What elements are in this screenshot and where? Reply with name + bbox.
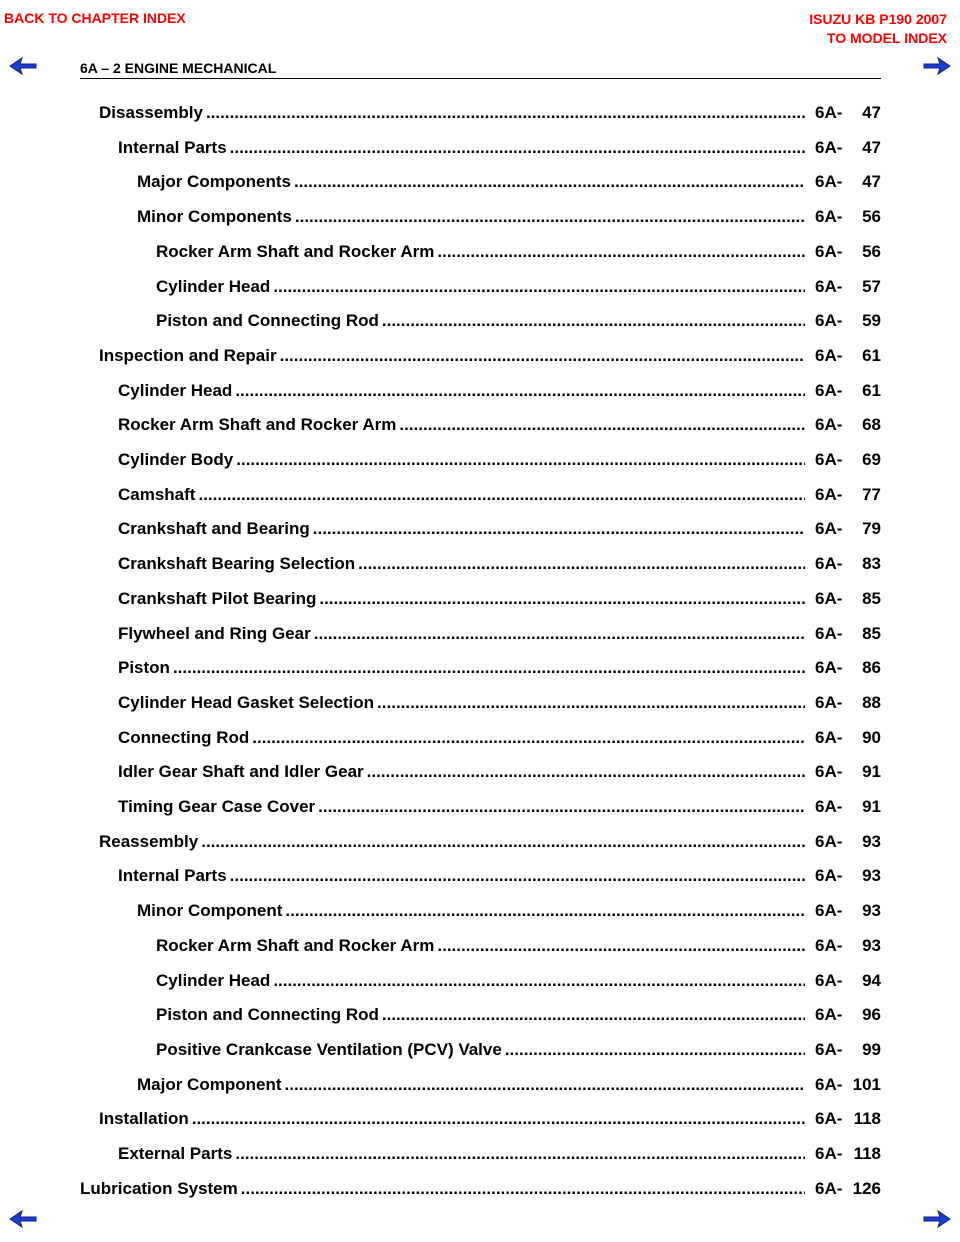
toc-entry-title[interactable]: Timing Gear Case Cover — [118, 797, 316, 816]
toc-entry[interactable] — [118, 589, 881, 613]
toc-entry-section: 6A- — [815, 623, 843, 643]
toc-entry-section: 6A- — [815, 172, 843, 192]
toc-entry[interactable] — [156, 971, 881, 995]
toc-entry-page: 47 — [862, 137, 881, 157]
toc-entry-section: 6A- — [815, 311, 843, 331]
toc-entry[interactable] — [118, 762, 881, 786]
toc-entry-page: 93 — [862, 866, 881, 886]
toc-entry-page: 86 — [862, 658, 881, 678]
toc-leader-dots — [238, 1179, 805, 1199]
toc-leader-dots — [310, 519, 805, 539]
toc-entry-page: 93 — [862, 935, 881, 955]
toc-entry[interactable] — [99, 1109, 881, 1133]
toc-entry-title[interactable]: Rocker Arm Shaft and Rocker Arm — [156, 935, 435, 955]
toc-leader-dots — [189, 1109, 805, 1129]
toc-entry[interactable] — [118, 554, 881, 578]
toc-entry-section: 6A- — [815, 380, 843, 400]
toc-entry-title[interactable]: Flywheel and Ring Gear — [118, 623, 311, 643]
toc-entry-page: 57 — [862, 276, 881, 296]
toc-entry-section: 6A- — [815, 450, 843, 469]
toc-entry-page: 88 — [862, 692, 881, 712]
toc-entry-page: 61 — [862, 345, 881, 365]
next-page-arrow-icon[interactable] — [922, 55, 952, 77]
toc-entry[interactable] — [118, 381, 881, 405]
toc-leader-dots — [291, 172, 805, 192]
toc-entry-section: 6A- — [815, 276, 843, 296]
page-header-title: 6A – 2 ENGINE MECHANICAL — [80, 60, 277, 76]
toc-entry-page: 118 — [853, 1144, 881, 1163]
toc-entry-section: 6A- — [815, 1074, 843, 1094]
model-index-link[interactable] — [809, 10, 947, 48]
toc-entry[interactable] — [118, 485, 881, 509]
toc-leader-dots — [203, 103, 805, 123]
toc-entry-section: 6A- — [815, 1005, 843, 1025]
toc-entry-section: 6A- — [815, 901, 843, 921]
toc-leader-dots — [316, 589, 805, 609]
toc-entry[interactable] — [137, 207, 881, 231]
header-divider — [80, 78, 881, 79]
toc-entry-page: 83 — [862, 554, 881, 574]
toc-entry-section: 6A- — [815, 207, 843, 227]
toc-leader-dots — [249, 728, 805, 748]
toc-entry[interactable] — [118, 728, 881, 752]
toc-leader-dots — [311, 624, 805, 644]
toc-entry-page: 47 — [862, 172, 881, 192]
toc-entry-title[interactable]: Crankshaft and Bearing — [118, 519, 310, 539]
toc-entry-page: 69 — [862, 450, 881, 469]
toc-entry-section: 6A- — [815, 797, 843, 816]
toc-entry-page: 93 — [862, 831, 881, 851]
toc-entry-title[interactable]: Minor Components — [137, 207, 292, 227]
toc-entry-section: 6A- — [815, 727, 843, 747]
toc-entry-page: 85 — [862, 588, 881, 608]
toc-entry-page: 90 — [862, 727, 881, 747]
toc-entry-section: 6A- — [815, 1178, 843, 1198]
toc-entry-page: 118 — [853, 1109, 881, 1129]
toc-leader-dots — [270, 971, 805, 991]
toc-leader-dots — [355, 554, 805, 574]
toc-entry-page: 85 — [862, 623, 881, 643]
toc-entry[interactable] — [118, 658, 881, 682]
toc-entry-title[interactable]: Piston and Connecting Rod — [156, 311, 379, 331]
toc-entry-page: 61 — [862, 380, 881, 400]
toc-entry-section: 6A- — [815, 345, 843, 365]
toc-leader-dots — [170, 658, 805, 678]
toc-entry-title[interactable]: Idler Gear Shaft and Idler Gear — [118, 762, 364, 782]
toc-entry-page: 101 — [852, 1074, 881, 1094]
toc-entry-page: 126 — [852, 1178, 881, 1198]
toc-entry-title[interactable]: Cylinder Body — [118, 450, 234, 469]
toc-entry[interactable] — [99, 103, 881, 127]
toc-leader-dots — [232, 381, 805, 401]
toc-entry-section: 6A- — [815, 137, 843, 157]
toc-entry-title[interactable]: Installation — [99, 1109, 189, 1129]
toc-entry[interactable] — [118, 1144, 881, 1168]
toc-entry-section: 6A- — [815, 103, 843, 122]
toc-entry[interactable] — [80, 1179, 881, 1203]
toc-entry-title[interactable]: Internal Parts — [118, 137, 227, 157]
toc-leader-dots — [233, 450, 805, 470]
toc-entry[interactable] — [156, 277, 881, 301]
toc-entry-title[interactable]: Rocker Arm Shaft and Rocker Arm — [156, 241, 435, 261]
toc-entry-title[interactable]: Disassembly — [99, 103, 203, 122]
toc-entry-title[interactable]: Cylinder Head — [156, 970, 271, 990]
toc-entry-title[interactable]: Inspection and Repair — [99, 345, 277, 365]
toc-leader-dots — [282, 1075, 806, 1095]
toc-entry[interactable] — [118, 519, 881, 543]
toc-leader-dots — [502, 1040, 805, 1060]
toc-entry[interactable] — [156, 1005, 881, 1029]
toc-entry-section: 6A- — [815, 484, 843, 504]
toc-entry[interactable] — [118, 624, 881, 648]
toc-entry-section: 6A- — [815, 241, 843, 261]
toc-entry-title[interactable]: Major Component — [137, 1074, 282, 1094]
toc-entry-title[interactable]: Reassembly — [99, 831, 199, 851]
toc-entry[interactable] — [156, 242, 881, 266]
toc-entry-page: 94 — [862, 970, 881, 990]
toc-entry-section: 6A- — [815, 970, 843, 990]
toc-entry-page: 91 — [862, 797, 881, 816]
toc-entry-title[interactable]: Piston and Connecting Rod — [156, 1005, 379, 1025]
toc-leader-dots — [434, 242, 805, 262]
toc-entry[interactable] — [99, 832, 881, 856]
toc-entry-page: 91 — [862, 762, 881, 782]
toc-entry-page: 59 — [862, 311, 881, 331]
toc-leader-dots — [270, 277, 805, 297]
toc-entry-section: 6A- — [815, 1144, 843, 1163]
toc-entry-page: 56 — [862, 207, 881, 227]
toc-entry-title[interactable]: Crankshaft Pilot Bearing — [118, 588, 317, 608]
toc-entry[interactable] — [156, 311, 881, 335]
toc-entry-title[interactable]: Crankshaft Bearing Selection — [118, 554, 356, 574]
previous-page-arrow-icon[interactable] — [8, 55, 38, 77]
toc-entry[interactable] — [118, 138, 881, 162]
toc-entry-page: 99 — [862, 1039, 881, 1059]
toc-entry-title[interactable]: Camshaft — [118, 484, 196, 504]
toc-entry[interactable] — [118, 866, 881, 890]
previous-page-arrow-icon[interactable] — [8, 1208, 38, 1230]
toc-entry[interactable] — [118, 797, 881, 821]
toc-entry-section: 6A- — [815, 866, 843, 886]
toc-entry-title[interactable]: Lubrication System — [80, 1178, 238, 1198]
toc-entry-section: 6A- — [815, 519, 843, 539]
toc-entry[interactable] — [156, 936, 881, 960]
toc-entry-title[interactable]: External Parts — [118, 1144, 233, 1163]
toc-leader-dots — [195, 485, 805, 505]
toc-entry-title[interactable]: Cylinder Head — [156, 276, 271, 296]
toc-entry[interactable] — [118, 450, 881, 474]
to-model-index-label[interactable]: TO MODEL INDEX — [826, 30, 947, 46]
toc-entry[interactable] — [118, 415, 881, 439]
toc-leader-dots — [277, 346, 805, 366]
toc-entry-title[interactable]: Positive Crankcase Ventilation (PCV) Valve — [156, 1039, 502, 1059]
toc-entry-title[interactable]: Cylinder Head Gasket Selection — [118, 692, 375, 712]
toc-entry-title[interactable]: Rocker Arm Shaft and Rocker Arm — [118, 415, 397, 435]
toc-leader-dots — [379, 1005, 805, 1025]
toc-entry-title[interactable]: Internal Parts — [118, 866, 227, 886]
toc-entry-title[interactable]: Piston — [118, 658, 170, 678]
back-to-chapter-index-link[interactable]: BACK TO CHAPTER INDEX — [4, 10, 186, 26]
toc-entry-section: 6A- — [815, 415, 843, 435]
toc-leader-dots — [374, 693, 805, 713]
toc-leader-dots — [227, 138, 805, 158]
toc-leader-dots — [292, 207, 805, 227]
toc-leader-dots — [198, 832, 805, 852]
toc-leader-dots — [227, 866, 805, 886]
toc-entry-page: 77 — [862, 484, 881, 504]
toc-leader-dots — [364, 762, 805, 782]
toc-entry-title[interactable]: Minor Component — [137, 901, 283, 921]
toc-entry-title[interactable]: Cylinder Head — [118, 380, 233, 400]
toc-entry-title[interactable]: Major Components — [137, 172, 291, 192]
toc-leader-dots — [379, 311, 805, 331]
toc-entry-section: 6A- — [815, 658, 843, 678]
toc-leader-dots — [396, 415, 805, 435]
toc-entry-page: 93 — [862, 901, 881, 921]
toc-leader-dots — [434, 936, 805, 956]
toc-entry-page: 47 — [862, 103, 881, 122]
toc-leader-dots — [282, 901, 805, 921]
toc-entry-page: 79 — [862, 519, 881, 539]
toc-entry[interactable] — [137, 1075, 881, 1099]
toc-entry-section: 6A- — [815, 692, 843, 712]
next-page-arrow-icon[interactable] — [922, 1208, 952, 1230]
toc-entry-section: 6A- — [815, 1109, 843, 1129]
toc-entry-section: 6A- — [815, 935, 843, 955]
toc-entry[interactable] — [99, 346, 881, 370]
toc-entry-page: 68 — [862, 415, 881, 435]
toc-entry-section: 6A- — [815, 831, 843, 851]
toc-entry[interactable] — [118, 693, 881, 717]
toc-entry-page: 56 — [862, 241, 881, 261]
toc-entry[interactable] — [137, 901, 881, 925]
model-title[interactable]: ISUZU KB P190 2007 — [809, 11, 947, 27]
toc-leader-dots — [232, 1144, 805, 1164]
toc-entry-section: 6A- — [815, 554, 843, 574]
toc-entry-section: 6A- — [815, 588, 843, 608]
toc-entry[interactable] — [156, 1040, 881, 1064]
toc-entry-section: 6A- — [815, 1039, 843, 1059]
toc-entry-section: 6A- — [815, 762, 843, 782]
toc-entry-title[interactable]: Connecting Rod — [118, 727, 250, 747]
toc-entry[interactable] — [137, 172, 881, 196]
toc-leader-dots — [315, 797, 805, 817]
toc-entry-page: 96 — [862, 1005, 881, 1025]
